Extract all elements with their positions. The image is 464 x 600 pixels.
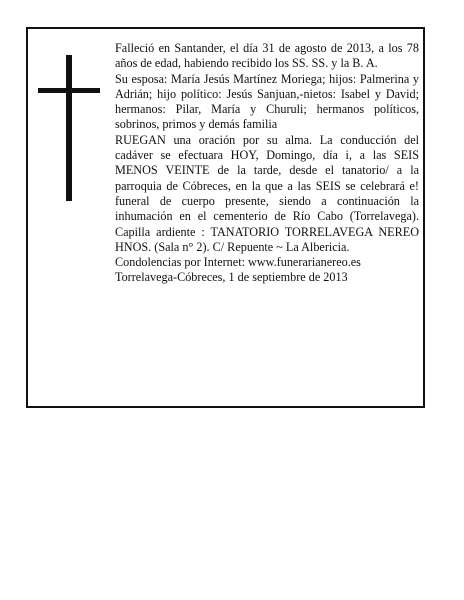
cross-horizontal-bar xyxy=(38,88,100,93)
cross-vertical-bar xyxy=(66,55,72,201)
condolences-line: Condolencias por Internet: www.funerarianereo.es xyxy=(115,255,361,270)
notice-text xyxy=(115,41,419,286)
family-list: Su esposa: María Jesús Martínez Moriega; hijos: Palmerina y Adrián; hijo político: Jesús Sanjuan,-nietos: Isabel y David; hermanos: Pilar, María y Churuli; hermanos políticos, sobrinos, primos y demás familia xyxy=(115,71,419,132)
place-date-line: Torrelavega-Cóbreces, 1 de septiembre de 2013 xyxy=(115,270,348,285)
cross-icon xyxy=(38,55,100,201)
funeral-details: RUEGAN una oración por su alma. La conducción del cadáver se efectuara HOY, Domingo, día i, a las SEIS MENOS VEINTE de la tarde, desde el tanatorio/ a la parroquia de Cóbreces, en la que a las SEIS se celebrará e! funeral de cuerpo presente, siendo a continuación la inhumación en el cementerio de Río Cabo (Torrelavega). Capilla ardiente : TANATORIO TORRELAVEGA NEREO HNOS. (Sala n° 2). C/ Repuente ~ La Albericia. xyxy=(115,132,419,254)
obituary-notice xyxy=(26,27,425,408)
death-announcement: Falleció en Santander, el día 31 de agosto de 2013, a los 78 años de edad, habiendo recibido los SS. SS. y la B. A. xyxy=(115,41,419,71)
